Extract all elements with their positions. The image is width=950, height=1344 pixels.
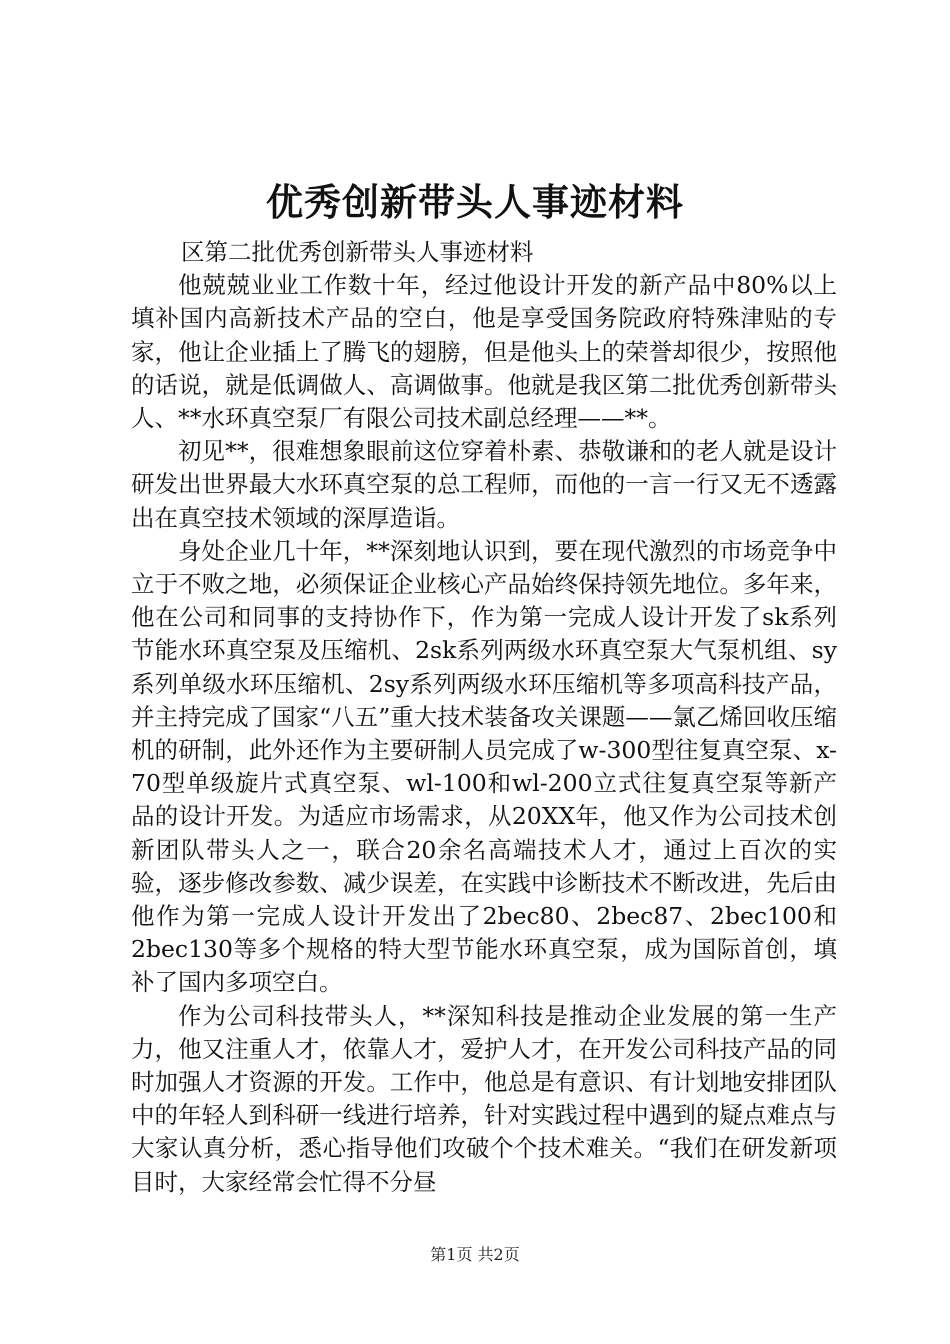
paragraph-4: 作为公司科技带头人，**深知科技是推动企业发展的第一生产力，他又注重人才，依靠人才，爱护人才，在开发公司科技产品的同时加强人才资源的开发。工作中，他总是有意识、有计划地安排团队中的年轻人到科研一线进行培养，针对实践过程中遇到的疑点难点与大家认真分析，悉心指导他们攻破个个技术难关。“我们在研发新项目时，大家经常会忙得不分昼 [131, 1001, 837, 1196]
paragraph-3: 身处企业几十年，**深刻地认识到，要在现代激烈的市场竞争中立于不败之地，必须保证企业核心产品始终保持领先地位。多年来，他在公司和同事的支持协作下，作为第一完成人设计开发了sk系列节能水环真空泵及压缩机、2sk系列两级水环真空泵大气泵机组、sy系列单级水环压缩机、2sy系列两级水环压缩机等多项高科技产品，并主持完成了国家“八五”重大技术装备攻关课题——氯乙烯回收压缩机的研制，此外还作为主要研制人员完成了w-300型往复真空泵、x-70型单级旋片式真空泵、wl-100和wl-200立式往复真空泵等新产品的设计开发。为适应市场需求，从20XX年，他又作为公司技术创新团队带头人之一，联合20余名高端技术人才，通过上百次的实验，逐步修改参数、减少误差，在实践中诊断技术不断改进，先后由他作为第一完成人设计开发出了2bec80、2bec87、2bec100和2bec130等多个规格的特大型节能水环真空泵，成为国际首创，填补了国内多项空白。 [131, 536, 837, 997]
page-number-footer: 第1页 共2页 [430, 1245, 520, 1264]
document-subtitle: 区第二批优秀创新带头人事迹材料 [181, 238, 534, 266]
document-body [131, 236, 837, 1199]
paragraph-1: 他兢兢业业工作数十年，经过他设计开发的新产品中80%以上填补国内高新技术产品的空白，他是享受国务院政府特殊津贴的专家，他让企业插上了腾飞的翅膀，但是他头上的荣誉却很少，按照他的话说，就是低调做人、高调做事。他就是我区第二批优秀创新带头人、**水环真空泵厂有限公司技术副总经理——**。 [131, 271, 837, 433]
paragraph-2: 初见**，很难想象眼前这位穿着朴素、恭敬谦和的老人就是设计研发出世界最大水环真空泵的总工程师，而他的一言一行又无不透露出在真空技术领域的深厚造诣。 [131, 437, 837, 532]
page-title: 优秀创新带头人事迹材料 [266, 180, 684, 224]
